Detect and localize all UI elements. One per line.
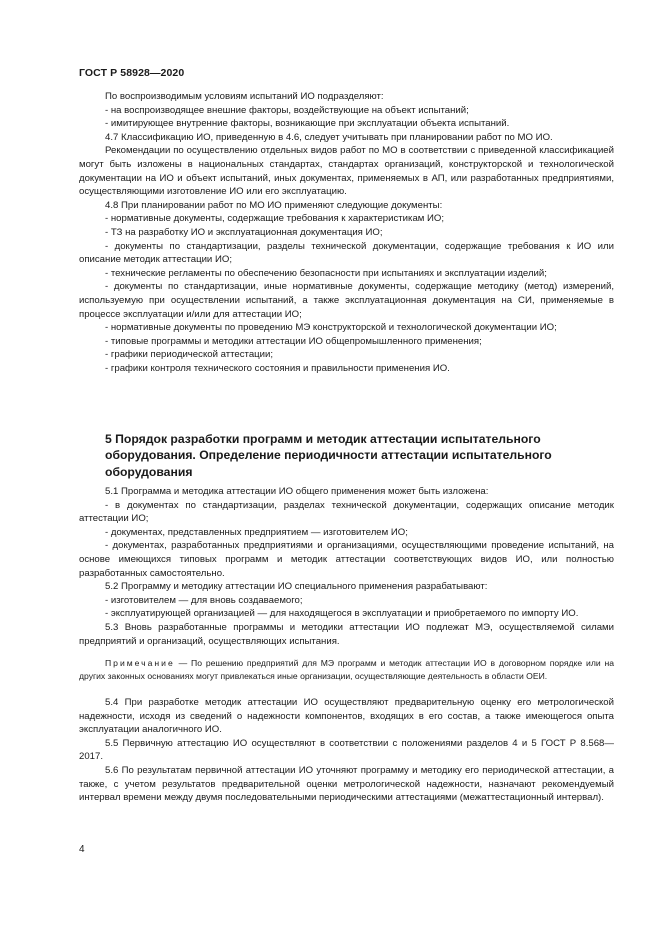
document-header: ГОСТ Р 58928—2020 [79,67,185,79]
note-label: Примечание [105,658,175,669]
paragraph: - графики контроля технического состояния и правильности применения ИО. [105,362,450,374]
note-paragraph [79,657,614,682]
paragraph: 4.7 Классификацию ИО, приведенную в 4.6, следует учитывать при планировании работ по МО ИО. [105,131,553,143]
paragraph: - нормативные документы, содержащие требования к характеристикам ИО; [105,213,445,225]
paragraph: - технические регламенты по обеспечению безопасности при испытаниях и эксплуатации изделий; [105,267,547,279]
paragraph: - на воспроизводящее внешние факторы, воздействующие на объект испытаний; [105,104,469,116]
section-5-heading: 5 Порядок разработки программ и методик аттестации испытательного оборудования. Определение периодичности аттестации испытательного оборудования [105,432,552,479]
paragraph: 4.8 При планировании работ по МО ИО применяют следующие документы: [105,199,443,211]
section-5-body [79,485,614,805]
text-block-4-6-to-4-8 [79,90,614,375]
paragraph: - эксплуатирующей организацией — для находящегося в эксплуатации и приобретаемого по импорту ИО. [105,608,579,620]
note-text: — По решению предприятий для МЭ программ и методик аттестации ИО в договорном порядке или на других законных основаниях могут привлекаться иные организации, осуществляющие деятельность в области ОЕИ. [79,658,614,681]
paragraph: 5.4 При разработке методик аттестации ИО осуществляют предварительную оценку его метрологической надежности, исходя из сведений о надежности компонентов, входящих в его состав, а также имеющегося опыта эксплуатации аналогичного ИО. [79,696,614,736]
paragraph: Рекомендации по осуществлению отдельных видов работ по МО в соответствии с приведенной классификацией могут быть изложены в национальных стандартах, стандартах организаций, конструкторской и технологической документации на ИО и объект испытаний, иных документах, применяемых в АП, или разработанных предприятиями, осуществляющими изготовление ИО или его эксплуатацию. [79,145,614,198]
paragraph: - в документах по стандартизации, разделах технической документации, содержащих описание методик аттестации ИО; [79,499,614,525]
text-block-5-1-to-5-3 [79,485,614,648]
paragraph: 5.6 По результатам первичной аттестации ИО уточняют программу и методику его периодической аттестации, а также, с учетом результатов предварительной оценки метрологической надежности, назначают рекомендуемый интервал времени между двумя последовательными периодическими аттестациями (межаттестационный интервал). [79,764,614,804]
paragraph: 5.2 Программу и методику аттестации ИО специального применения разрабатывают: [105,581,488,593]
page-number: 4 [79,844,85,855]
paragraph: 5.3 Вновь разработанные программы и методики аттестации ИО подлежат МЭ, осуществляемой силами предприятий и организаций, осуществляющих испытания. [79,621,614,647]
paragraph: - документах, разработанных предприятиями и организациями, осуществляющими проведение испытаний, на основе имеющихся типовых программ и методик аттестации соответствующих видов ИО, или полностью разработанных самостоятельно. [79,540,614,579]
paragraph: - ТЗ на разработку ИО и эксплуатационная документация ИО; [105,226,383,238]
paragraph: - нормативные документы по проведению МЭ конструкторской и технологической документации ИО; [105,322,557,334]
paragraph: 5.1 Программа и методика аттестации ИО общего применения может быть изложена: [105,486,489,497]
text-block-5-4-to-5-6 [79,696,614,805]
paragraph: - графики периодической аттестации; [105,349,274,361]
paragraph: - документах, представленных предприятием — изготовителем ИО; [105,526,408,538]
paragraph: По воспроизводимым условиям испытаний ИО подразделяют: [105,91,384,102]
paragraph: 5.5 Первичную аттестацию ИО осуществляют в соответствии с положениями разделов 4 и 5 ГОСТ Р 8.568—2017. [79,737,614,763]
paragraph: - типовые программы и методики аттестации ИО общепромышленного применения; [105,335,482,347]
paragraph: - имитирующее внутренние факторы, возникающие при эксплуатации объекта испытаний. [105,118,510,130]
paragraph: - документы по стандартизации, иные нормативные документы, содержащие методику (метод) измерений, используемую при осуществлении испытаний, а также эксплуатационная документация на СИ, применяемые в процессе эксплуатации и/или для аттестации ИО; [79,281,614,320]
paragraph: - изготовителем — для вновь создаваемого; [105,594,303,606]
paragraph: - документы по стандартизации, разделы технической документации, содержащие требования к ИО или описание методик аттестации ИО; [79,240,614,266]
